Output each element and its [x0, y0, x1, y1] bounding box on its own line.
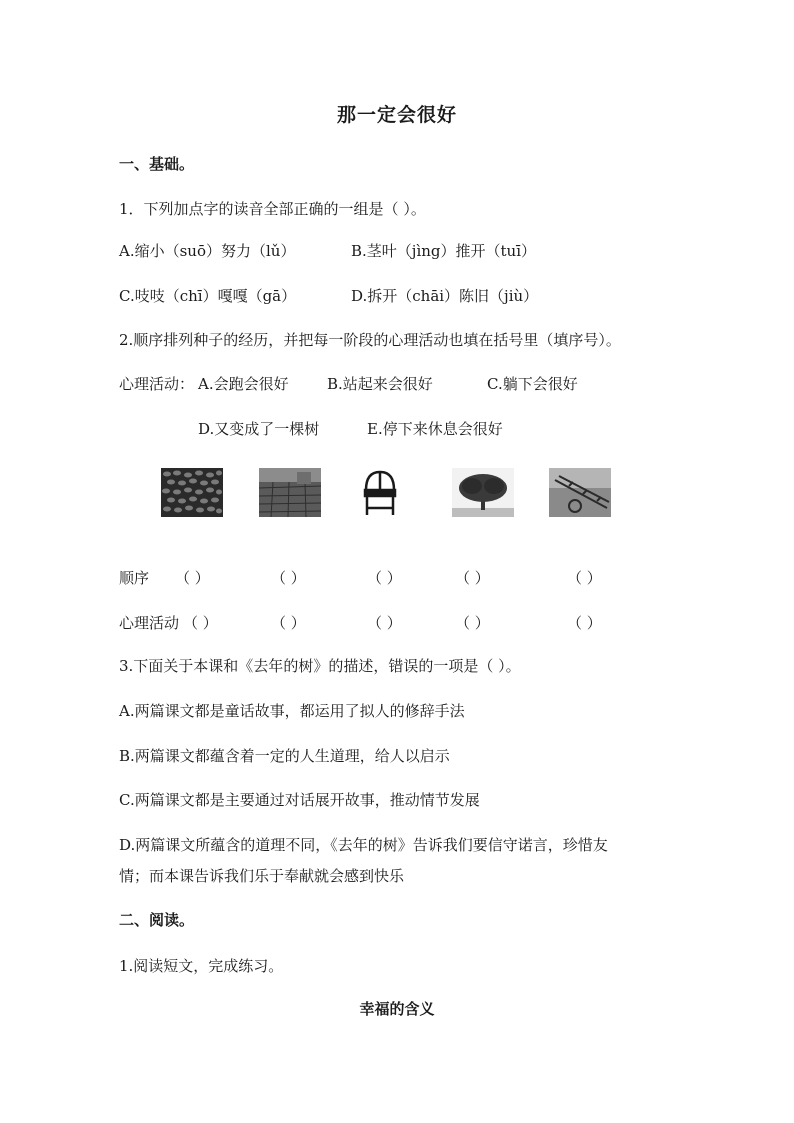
question-3-option-b: B.两篇课文都蕴含着一定的人生道理，给人以启示 [119, 747, 450, 765]
order-row-label: 顺序 [119, 569, 150, 587]
tree-image [452, 468, 514, 517]
order-blank-3[interactable]: （ ） [367, 569, 402, 587]
psych-blank-3[interactable]: （ ） [367, 614, 402, 632]
psych-option-c: C.躺下会很好 [487, 375, 578, 393]
question-1-stem: 1．下列加点字的读音全部正确的一组是（ ）。 [119, 200, 426, 218]
question-3-option-d: D.两篇课文所蕴含的道理不同，《去年的树》告诉我们要信守诺言，珍惜友 [119, 836, 608, 854]
psych-row-label: 心理活动 [119, 614, 180, 632]
psych-option-e: E.停下来休息会很好 [367, 420, 503, 438]
question-3-option-a: A.两篇课文都是童话故事，都运用了拟人的修辞手法 [119, 702, 465, 720]
psych-activity-label: 心理活动： [119, 375, 195, 393]
psych-blank-4[interactable]: （ ） [455, 614, 490, 632]
psych-option-d: D.又变成了一棵树 [198, 420, 320, 438]
question-2-stem: 2.顺序排列种子的经历，并把每一阶段的心理活动也填在括号里（填序号）。 [119, 331, 621, 349]
order-blank-1[interactable]: （ ） [175, 569, 210, 587]
chair-image [356, 468, 404, 517]
question-1-option-c: C.吱吱（chī）嘎嘎（gā） [119, 287, 297, 305]
order-blank-5[interactable]: （ ） [567, 569, 602, 587]
section-heading-reading: 二、阅读。 [119, 911, 195, 929]
question-3-option-c: C.两篇课文都是主要通过对话展开故事，推动情节发展 [119, 791, 480, 809]
section-heading-basics: 一、基础。 [119, 155, 195, 173]
question-3-option-d-cont: 情；而本课告诉我们乐于奉献就会感到快乐 [119, 867, 405, 885]
wood-planks-image [259, 468, 321, 517]
passage-title: 幸福的含义 [359, 1000, 435, 1018]
psych-option-a: A.会跑会很好 [198, 375, 289, 393]
page-title: 那一定会很好 [336, 104, 457, 126]
order-blank-2[interactable]: （ ） [271, 569, 306, 587]
question-1-option-d: D.拆开（chāi）陈旧（jiù） [351, 287, 539, 305]
order-blank-4[interactable]: （ ） [455, 569, 490, 587]
psych-blank-5[interactable]: （ ） [567, 614, 602, 632]
psych-option-b: B.站起来会很好 [327, 375, 433, 393]
psych-blank-1[interactable]: （ ） [183, 614, 218, 632]
question-1-option-b: B.茎叶（jìng）推开（tuī） [351, 242, 536, 260]
question-3-stem: 3.下面关于本课和《去年的树》的描述，错误的一项是（ ）。 [119, 657, 521, 675]
cart-image [549, 468, 611, 517]
question-1-option-a: A.缩小（suō）努力（lǔ） [119, 242, 296, 260]
reading-question-1-stem: 1.阅读短文，完成练习。 [119, 957, 284, 975]
seeds-image [161, 468, 223, 517]
psych-blank-2[interactable]: （ ） [271, 614, 306, 632]
